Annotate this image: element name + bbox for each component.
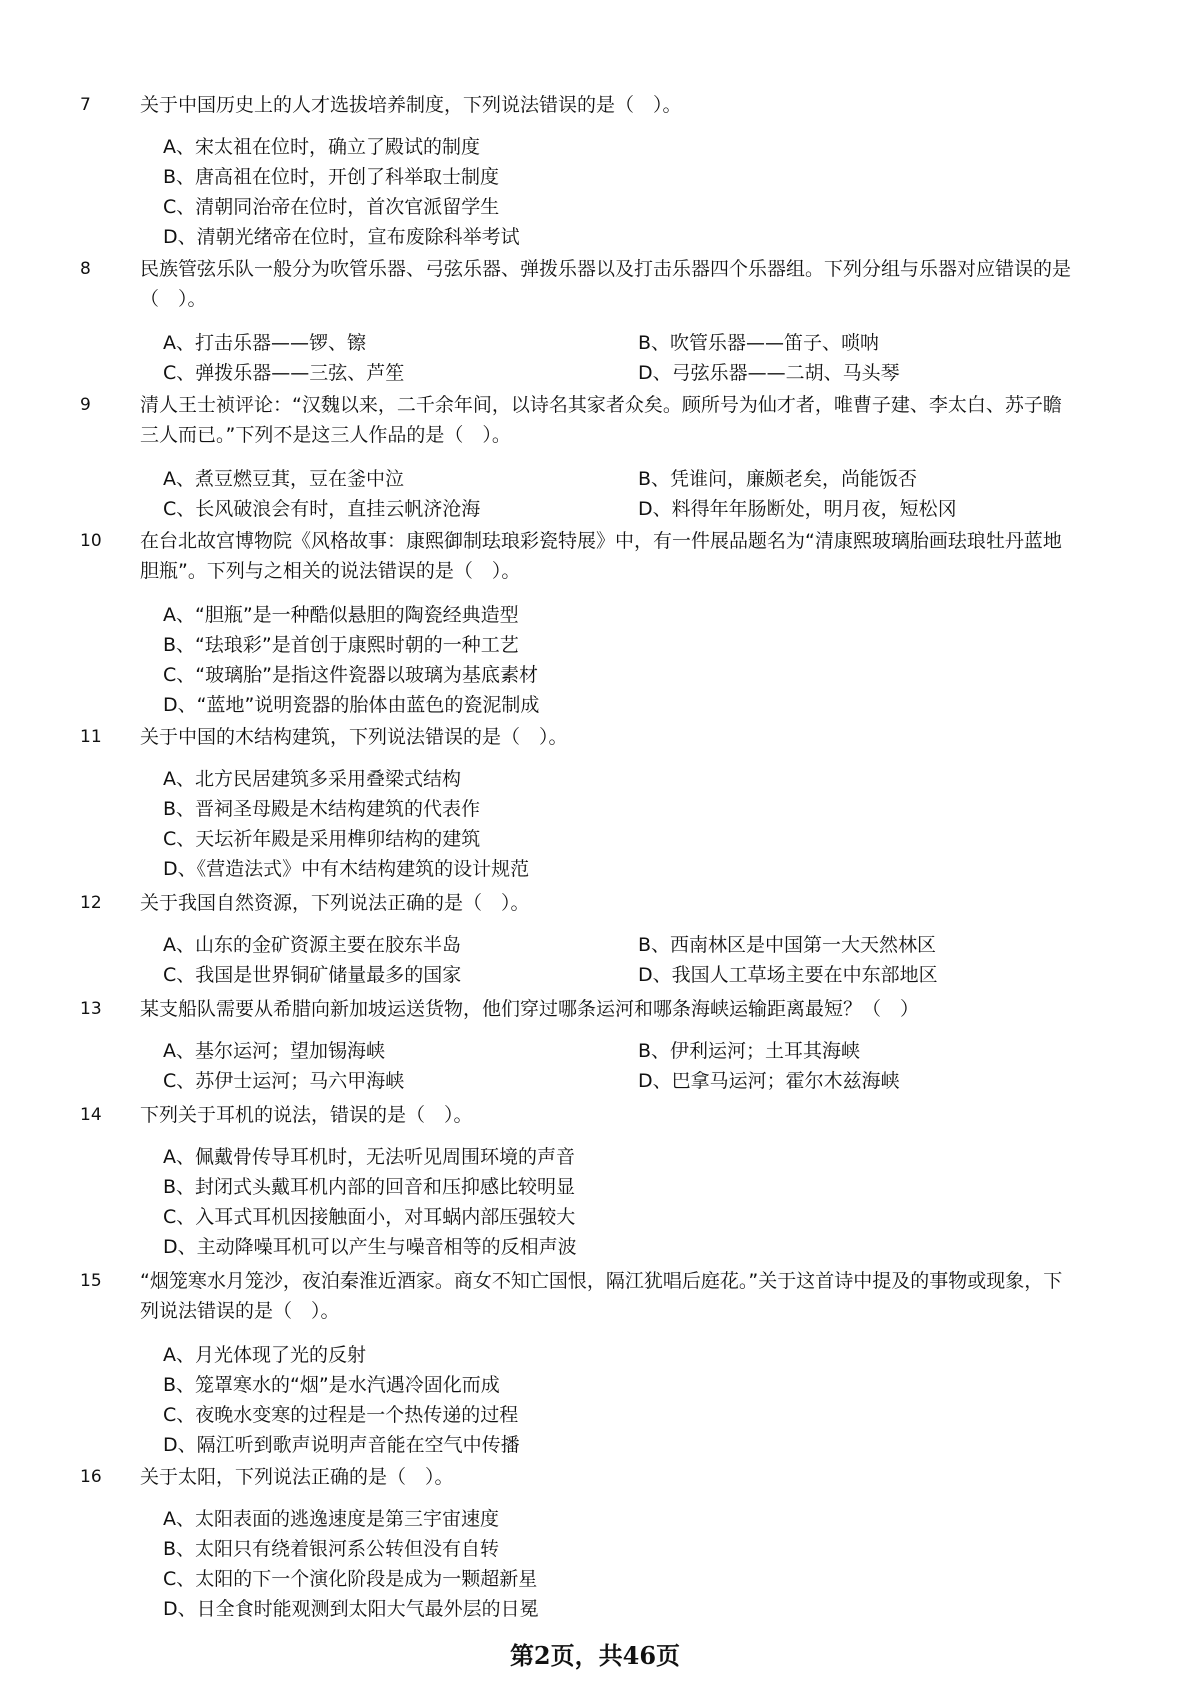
option-list [163, 1036, 1063, 1096]
question-stem: 关于中国历史上的人才选拔培养制度，下列说法错误的是（ ）。 [140, 94, 682, 116]
option-list [163, 1504, 1063, 1624]
option-c: C、太阳的下一个演化阶段是成为一颗超新星 [163, 1568, 538, 1590]
option-b: B、“珐琅彩”是首创于康熙时朝的一种工艺 [163, 634, 519, 656]
option-b: B、太阳只有绕着银河系公转但没有自转 [163, 1538, 500, 1560]
option-c: C、苏伊士运河；马六甲海峡 [163, 1070, 405, 1092]
question-stem: 民族管弦乐队一般分为吹管乐器、弓弦乐器、弹拨乐器以及打击乐器四个乐器组。下列分组与乐器对应错误的是（ ）。 [140, 258, 1072, 310]
option-b: B、西南林区是中国第一大天然林区 [638, 934, 937, 956]
question-stem: 关于中国的木结构建筑，下列说法错误的是（ ）。 [140, 726, 568, 748]
option-list [163, 930, 1063, 990]
option-d: D、隔江听到歌声说明声音能在空气中传播 [163, 1434, 520, 1456]
option-a: A、佩戴骨传导耳机时，无法听见周围环境的声音 [163, 1146, 575, 1168]
question-number: 12 [80, 893, 102, 913]
option-c: C、长风破浪会有时，直挂云帆济沧海 [163, 498, 481, 520]
question-stem: 清人王士祯评论：“汉魏以来，二千余年间，以诗名其家者众矣。顾所号为仙才者，唯曹子建、李太白、苏子瞻三人而已。”下列不是这三人作品的是（ ）。 [140, 394, 1062, 446]
option-a: A、山东的金矿资源主要在胶东半岛 [163, 934, 461, 956]
option-b: B、吹管乐器——笛子、唢呐 [638, 332, 880, 354]
option-a: A、煮豆燃豆萁，豆在釜中泣 [163, 468, 404, 490]
option-d: D、弓弦乐器——二胡、马头琴 [638, 362, 900, 384]
question-number: 11 [80, 727, 102, 747]
question-number: 8 [80, 259, 91, 279]
option-d: D、清朝光绪帝在位时，宣布废除科举考试 [163, 226, 520, 248]
option-b: B、封闭式头戴耳机内部的回音和压抑感比较明显 [163, 1176, 576, 1198]
option-a: A、太阳表面的逃逸速度是第三宇宙速度 [163, 1508, 499, 1530]
option-c: C、入耳式耳机因接触面小，对耳蜗内部压强较大 [163, 1206, 576, 1228]
option-a: A、“胆瓶”是一种酷似悬胆的陶瓷经典造型 [163, 604, 519, 626]
option-a: A、月光体现了光的反射 [163, 1344, 366, 1366]
option-d: D、《营造法式》中有木结构建筑的设计规范 [163, 858, 530, 880]
option-d: D、巴拿马运河；霍尔木兹海峡 [638, 1070, 900, 1092]
option-b: B、唐高祖在位时，开创了科举取士制度 [163, 166, 500, 188]
option-list [163, 1340, 1063, 1460]
option-c: C、我国是世界铜矿储量最多的国家 [163, 964, 462, 986]
question-number: 15 [80, 1271, 102, 1291]
option-list [163, 764, 1063, 884]
question-number: 16 [80, 1467, 102, 1487]
option-b: B、笼罩寒水的“烟”是水汽遇冷固化而成 [163, 1374, 500, 1396]
option-a: A、宋太祖在位时，确立了殿试的制度 [163, 136, 480, 158]
option-list [163, 464, 1063, 524]
option-c: C、天坛祈年殿是采用榫卯结构的建筑 [163, 828, 481, 850]
question-stem: 关于我国自然资源，下列说法正确的是（ ）。 [140, 892, 530, 914]
option-b: B、晋祠圣母殿是木结构建筑的代表作 [163, 798, 481, 820]
question-number: 13 [80, 999, 102, 1019]
option-d: D、我国人工草场主要在中东部地区 [638, 964, 938, 986]
option-a: A、北方民居建筑多采用叠梁式结构 [163, 768, 461, 790]
question-stem: “烟笼寒水月笼沙，夜泊秦淮近酒家。商女不知亡国恨，隔江犹唱后庭花。”关于这首诗中提及的事物或现象，下列说法错误的是（ ）。 [140, 1270, 1063, 1322]
option-c: C、弹拨乐器——三弦、芦笙 [163, 362, 405, 384]
question-stem: 某支船队需要从希腊向新加坡运送货物，他们穿过哪条运河和哪条海峡运输距离最短？（ ） [140, 998, 920, 1020]
option-c: C、夜晚水变寒的过程是一个热传递的过程 [163, 1404, 519, 1426]
option-b: B、伊利运河；土耳其海峡 [638, 1040, 861, 1062]
question-number: 10 [80, 531, 102, 551]
option-list [163, 1142, 1063, 1262]
option-a: A、基尔运河；望加锡海峡 [163, 1040, 385, 1062]
option-d: D、日全食时能观测到太阳大气最外层的日冕 [163, 1598, 539, 1620]
option-d: D、主动降噪耳机可以产生与噪音相等的反相声波 [163, 1236, 577, 1258]
option-list [163, 132, 1063, 252]
option-a: A、打击乐器——锣、镲 [163, 332, 366, 354]
option-list [163, 600, 1063, 720]
option-c: C、“玻璃胎”是指这件瓷器以玻璃为基底素材 [163, 664, 538, 686]
option-b: B、凭谁问，廉颇老矣，尚能饭否 [638, 468, 918, 490]
option-d: D、料得年年肠断处，明月夜，短松冈 [638, 498, 957, 520]
question-stem: 在台北故宫博物院《风格故事：康熙御制珐琅彩瓷特展》中，有一件展品题名为“清康熙玻璃胎画珐琅牡丹蓝地胆瓶”。下列与之相关的说法错误的是（ ）。 [140, 530, 1062, 582]
question-number: 7 [80, 95, 91, 115]
question-stem: 关于太阳，下列说法正确的是（ ）。 [140, 1466, 454, 1488]
option-d: D、“蓝地”说明瓷器的胎体由蓝色的瓷泥制成 [163, 694, 540, 716]
question-stem: 下列关于耳机的说法，错误的是（ ）。 [140, 1104, 473, 1126]
question-number: 9 [80, 395, 91, 415]
option-c: C、清朝同治帝在位时，首次官派留学生 [163, 196, 500, 218]
question-number: 14 [80, 1105, 102, 1125]
page-footer: 第2页，共46页 [509, 1641, 681, 1670]
option-list [163, 328, 1063, 388]
